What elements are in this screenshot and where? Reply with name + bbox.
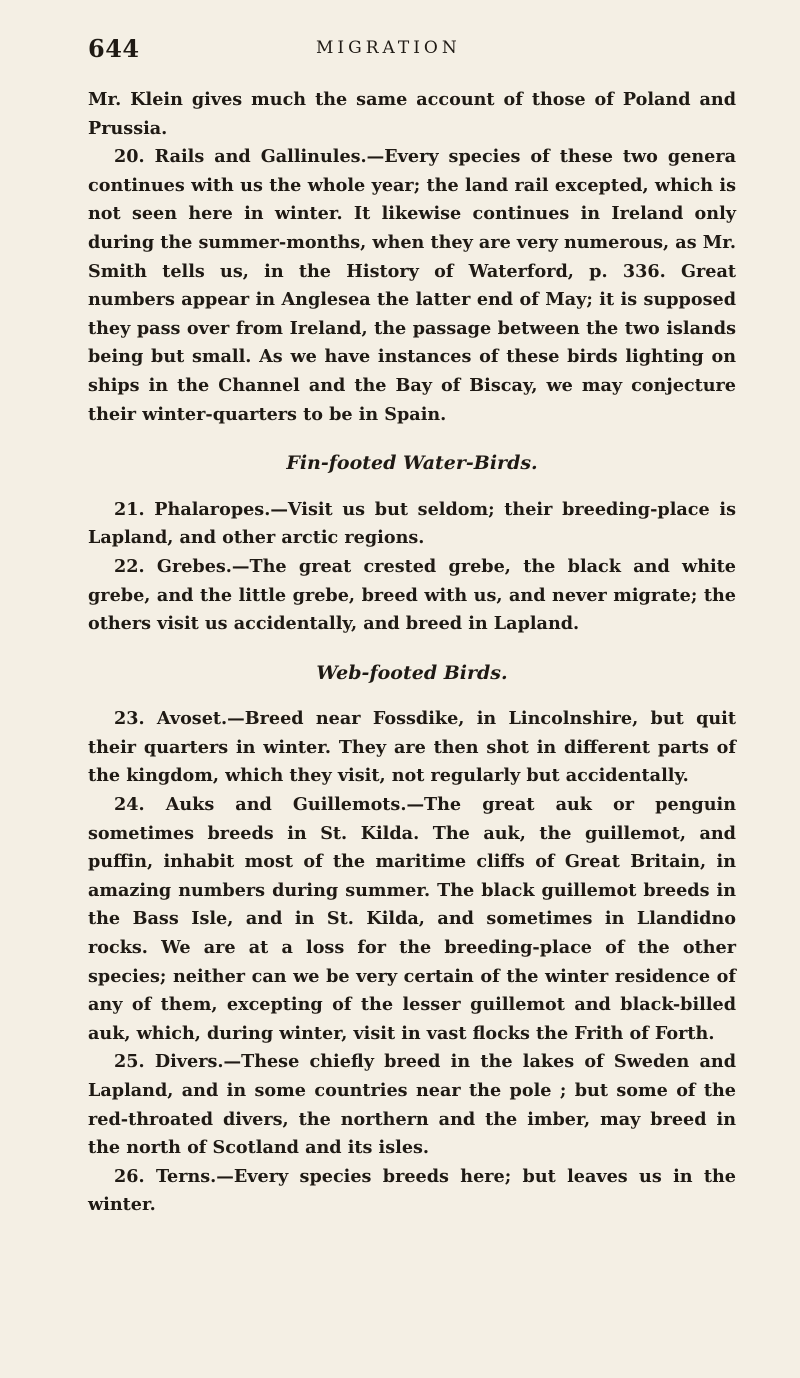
paragraph-divers: 25. Divers.—These chiefly breed in the lakes of Sweden and Lapland, and in some countries near the pole ; but some of the red-throated divers, the northern and the imber, may breed in the north of Scotland and its isles. [88, 1051, 736, 1159]
paragraph-grebes: 22. Grebes.—The great crested grebe, the black and white grebe, and the little grebe, breed with us, and never migrate; the others visit us accidentally, and breed in Lapland. [88, 555, 736, 635]
page-header [88, 34, 740, 64]
paragraph-auks-guillemots: 24. Auks and Guillemots.—The great auk or penguin sometimes breeds in St. Kilda. The auk, the guillemot, and puffin, inhabit most of the maritime cliffs of Great Britain, in amazing numbers during summer. The black guillemot breeds in the Bass Isle, and in St. Kilda, and sometimes in Llandidno rocks. We are at a loss for the breeding-place of the other species; neither can we be very certain of the winter residence of any of them, excepting of the lesser guillemot and black-billed auk, which, during winter, visit in vast flocks the Frith of Forth. [88, 794, 736, 1044]
running-head: MIGRATION [316, 38, 461, 58]
paragraph-avoset: 23. Avoset.—Breed near Fossdike, in Lincolnshire, but quit their quarters in winter. They are then shot in different parts of the kingdom, which they visit, not regularly but accidentally. [88, 708, 736, 787]
paragraph-phalaropes: 21. Phalaropes.—Visit us but seldom; their breeding-place is Lapland, and other arctic regions. [88, 498, 736, 549]
section-heading-web-footed: Web-footed Birds. [316, 661, 508, 684]
paragraph-rails-gallinules: 20. Rails and Gallinules.—Every species of these two genera continues with us the whole year; the land rail excepted, which is not seen here in winter. It likewise continues in Ireland only during the summer-months, when they are very numerous, as Mr. Smith tells us, in the History of Waterford, p. 336. Great numbers appear in Anglesea the latter end of May; it is supposed they pass over from Ireland, the passage between the two islands being but small. As we have instances of these birds lighting on ships in the Channel and the Bay of Biscay, we may conjecture their winter-quarters to be in Spain. [88, 146, 736, 425]
paragraph-terns: 26. Terns.—Every species breeds here; but leaves us in the winter. [88, 1165, 736, 1216]
section-heading-fin-footed: Fin-footed Water-Birds. [286, 452, 538, 475]
page-number: 644 [88, 34, 140, 63]
body-text [88, 86, 736, 1220]
paragraph-intro: Mr. Klein gives much the same account of those of Poland and Prussia. [88, 89, 736, 139]
